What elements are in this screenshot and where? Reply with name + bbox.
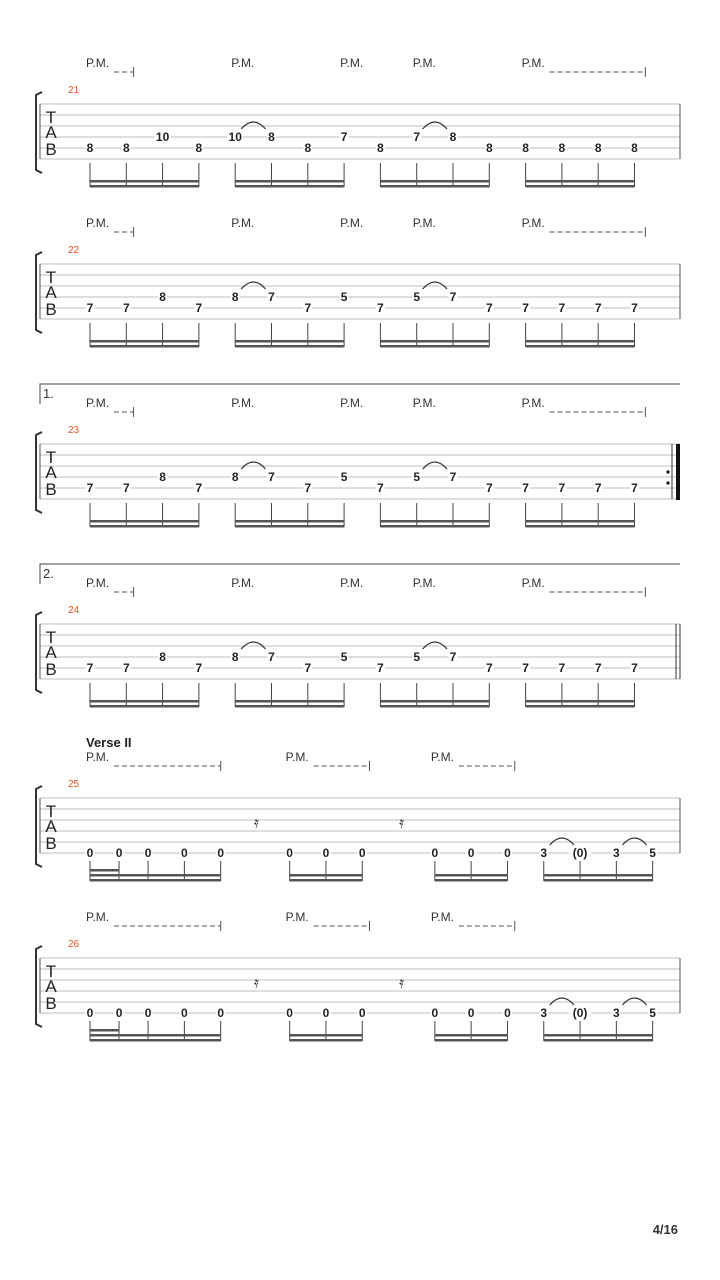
fret-number: 7: [86, 481, 94, 495]
note-beam: [526, 525, 635, 528]
palm-mute-label: P.M.: [412, 216, 436, 230]
palm-mute-label: P.M.: [521, 396, 545, 410]
note-beam: [526, 520, 635, 523]
measure-number: 24: [68, 605, 80, 616]
note-beam: [90, 180, 199, 183]
palm-mute-label: P.M.: [86, 910, 110, 924]
palm-mute-label: P.M.: [430, 910, 454, 924]
measure-number: 23: [68, 425, 80, 436]
fret-number: 0: [181, 1006, 188, 1020]
fret-number: 5: [649, 1006, 656, 1020]
tab-clef-b: B: [45, 140, 57, 159]
note-beam-extra: [90, 1029, 119, 1032]
section-label: Verse II: [86, 735, 132, 750]
note-beam: [380, 180, 489, 183]
fret-number: 0: [181, 846, 188, 860]
fret-number: 7: [268, 470, 275, 484]
fret-number: 7: [594, 481, 602, 495]
measure-number: 25: [68, 779, 80, 790]
fret-number: 7: [122, 301, 130, 315]
fret-number: 7: [449, 650, 457, 664]
note-beam: [380, 705, 489, 708]
fret-number: 0: [144, 1006, 152, 1020]
note-beam: [90, 1039, 221, 1042]
volta-label: 2.: [43, 566, 54, 581]
fret-number: 7: [340, 130, 348, 144]
tab-clef-b: B: [45, 994, 57, 1013]
palm-mute-label: P.M.: [86, 56, 110, 70]
fret-number: 8: [159, 470, 166, 484]
fret-number: 7: [522, 301, 529, 315]
note-beam: [435, 1039, 508, 1042]
note-beam-extra: [90, 869, 119, 872]
note-beam: [90, 1034, 221, 1037]
tab-clef-t: T: [45, 268, 57, 287]
fret-number: 7: [86, 301, 94, 315]
note-beam: [290, 874, 363, 877]
note-beam: [90, 340, 199, 343]
fret-number: 5: [413, 470, 421, 484]
fret-number: 8: [449, 130, 457, 144]
fret-number: 5: [340, 470, 348, 484]
fret-number: 7: [268, 290, 275, 304]
tab-clef-a: A: [45, 123, 57, 142]
tab-clef-a: A: [45, 643, 57, 662]
note-beam: [90, 879, 221, 882]
fret-number: 8: [231, 290, 239, 304]
fret-number: 7: [485, 301, 493, 315]
tab-clef-t: T: [45, 962, 57, 981]
fret-number: 8: [377, 141, 384, 155]
palm-mute-label: P.M.: [521, 576, 545, 590]
note-beam: [235, 340, 344, 343]
fret-number: 8: [594, 141, 602, 155]
tab-clef-t: T: [45, 108, 57, 127]
fret-number: 0: [358, 1006, 366, 1020]
fret-number: 8: [122, 141, 130, 155]
tab-clef-b: B: [45, 300, 57, 319]
fret-number: 0: [358, 846, 366, 860]
fret-number: 7: [304, 661, 312, 675]
fret-number: 7: [413, 130, 421, 144]
fret-number: 7: [594, 661, 602, 675]
note-beam: [290, 1034, 363, 1037]
tab-system-24: [36, 564, 680, 708]
note-beam: [90, 185, 199, 188]
fret-number: 7: [449, 290, 457, 304]
measure-number: 22: [68, 245, 80, 256]
fret-number: 5: [413, 290, 421, 304]
fret-number: 3: [540, 1006, 548, 1020]
fret-number: 3: [613, 1006, 620, 1020]
note-beam: [526, 345, 635, 348]
fret-number: 0: [504, 1006, 511, 1020]
note-beam: [90, 345, 199, 348]
fret-number: 7: [377, 481, 384, 495]
note-beam: [526, 705, 635, 708]
fret-number: 7: [631, 481, 638, 495]
fret-number: 8: [195, 141, 203, 155]
note-beam: [235, 520, 344, 523]
volta-label: 1.: [43, 386, 54, 401]
fret-number: 0: [431, 846, 439, 860]
fret-number: 0: [322, 846, 330, 860]
tab-clef-t: T: [45, 448, 57, 467]
fret-number: 7: [304, 301, 312, 315]
note-beam: [380, 525, 489, 528]
tab-clef-b: B: [45, 480, 57, 499]
repeat-dot: [666, 470, 669, 473]
note-beam: [526, 180, 635, 183]
fret-number: 7: [522, 661, 529, 675]
note-beam: [380, 700, 489, 703]
fret-number: (0): [572, 1006, 588, 1020]
palm-mute-label: P.M.: [412, 396, 436, 410]
palm-mute-label: P.M.: [340, 396, 364, 410]
fret-number: 8: [159, 650, 166, 664]
tab-system-21: [36, 56, 680, 188]
note-beam: [90, 525, 199, 528]
fret-number: 0: [286, 1006, 293, 1020]
palm-mute-label: P.M.: [231, 576, 255, 590]
note-beam: [435, 1034, 508, 1037]
measure-number: 21: [68, 85, 80, 96]
note-beam: [526, 340, 635, 343]
fret-number: 7: [195, 481, 203, 495]
fret-number: 7: [522, 481, 529, 495]
note-beam: [90, 700, 199, 703]
tab-system-22: [36, 216, 680, 348]
palm-mute-label: P.M.: [86, 216, 110, 230]
fret-number: 8: [304, 141, 312, 155]
fret-number: 0: [217, 1006, 225, 1020]
fret-number: 7: [485, 661, 493, 675]
palm-mute-label: P.M.: [340, 576, 364, 590]
fret-number: 7: [558, 481, 566, 495]
fret-number: 0: [86, 1006, 94, 1020]
fret-number: 10: [155, 130, 170, 144]
fret-number: 0: [115, 1006, 123, 1020]
repeat-dot: [666, 481, 669, 484]
palm-mute-label: P.M.: [231, 396, 255, 410]
fret-number: 8: [231, 470, 239, 484]
page-number: 4/16: [652, 1222, 678, 1237]
note-beam: [380, 340, 489, 343]
note-beam: [290, 879, 363, 882]
fret-number: (0): [572, 846, 588, 860]
fret-number: 7: [195, 661, 203, 675]
fret-number: 5: [340, 650, 348, 664]
repeat-barline-thick: [676, 444, 680, 500]
fret-number: 3: [540, 846, 548, 860]
note-beam: [90, 520, 199, 523]
fret-number: 7: [558, 301, 566, 315]
fret-number: 7: [558, 661, 566, 675]
fret-number: 8: [558, 141, 566, 155]
note-beam: [235, 525, 344, 528]
fret-number: 7: [86, 661, 94, 675]
note-beam: [235, 180, 344, 183]
note-beam: [380, 520, 489, 523]
fret-number: 7: [377, 301, 384, 315]
fret-number: 0: [431, 1006, 439, 1020]
note-beam: [544, 1039, 653, 1042]
fret-number: 7: [631, 661, 638, 675]
tab-clef-b: B: [45, 660, 57, 679]
palm-mute-label: P.M.: [285, 750, 309, 764]
fret-number: 5: [413, 650, 421, 664]
palm-mute-label: P.M.: [412, 56, 436, 70]
tab-clef-a: A: [45, 463, 57, 482]
palm-mute-label: P.M.: [231, 56, 255, 70]
fret-number: 7: [631, 301, 638, 315]
fret-number: 8: [268, 130, 275, 144]
palm-mute-label: P.M.: [521, 56, 545, 70]
fret-number: 8: [231, 650, 239, 664]
tab-clef-a: A: [45, 817, 57, 836]
fret-number: 7: [594, 301, 602, 315]
palm-mute-label: P.M.: [86, 750, 110, 764]
palm-mute-label: P.M.: [86, 576, 110, 590]
palm-mute-label: P.M.: [430, 750, 454, 764]
fret-number: 0: [86, 846, 94, 860]
note-beam: [544, 879, 653, 882]
note-beam: [544, 1034, 653, 1037]
palm-mute-label: P.M.: [231, 216, 255, 230]
palm-mute-label: P.M.: [412, 576, 436, 590]
fret-number: 7: [122, 661, 130, 675]
fret-number: 5: [649, 846, 656, 860]
note-beam: [235, 705, 344, 708]
measure-number: 26: [68, 939, 80, 950]
fret-number: 7: [304, 481, 312, 495]
fret-number: 0: [322, 1006, 330, 1020]
tab-system-26: [36, 910, 680, 1042]
palm-mute-label: P.M.: [521, 216, 545, 230]
fret-number: 0: [115, 846, 123, 860]
fret-number: 8: [159, 290, 166, 304]
note-beam: [90, 874, 221, 877]
note-beam: [526, 700, 635, 703]
fret-number: 7: [449, 470, 457, 484]
fret-number: 7: [122, 481, 130, 495]
note-beam: [290, 1039, 363, 1042]
fret-number: 8: [631, 141, 638, 155]
tab-system-25: [36, 735, 680, 882]
fret-number: 5: [340, 290, 348, 304]
fret-number: 7: [195, 301, 203, 315]
tab-clef-a: A: [45, 977, 57, 996]
palm-mute-label: P.M.: [285, 910, 309, 924]
fret-number: 0: [144, 846, 152, 860]
fret-number: 10: [228, 130, 242, 144]
fret-number: 0: [504, 846, 511, 860]
tab-system-23: [36, 384, 680, 528]
note-beam: [235, 700, 344, 703]
note-beam: [380, 345, 489, 348]
fret-number: 7: [377, 661, 384, 675]
note-beam: [235, 345, 344, 348]
sixteenth-rest-icon: 𝄿: [399, 975, 405, 992]
note-beam: [435, 879, 508, 882]
fret-number: 8: [522, 141, 529, 155]
note-beam: [380, 185, 489, 188]
fret-number: 0: [467, 1006, 475, 1020]
fret-number: 0: [217, 846, 225, 860]
fret-number: 7: [485, 481, 493, 495]
tab-clef-b: B: [45, 834, 57, 853]
tab-clef-a: A: [45, 283, 57, 302]
note-beam: [435, 874, 508, 877]
fret-number: 7: [268, 650, 275, 664]
palm-mute-label: P.M.: [340, 56, 364, 70]
note-beam: [90, 705, 199, 708]
sixteenth-rest-icon: 𝄿: [399, 815, 405, 832]
fret-number: 0: [467, 846, 475, 860]
note-beam: [526, 185, 635, 188]
sixteenth-rest-icon: 𝄿: [253, 815, 259, 832]
palm-mute-label: P.M.: [340, 216, 364, 230]
fret-number: 3: [613, 846, 620, 860]
palm-mute-label: P.M.: [86, 396, 110, 410]
fret-number: 0: [286, 846, 293, 860]
fret-number: 8: [485, 141, 493, 155]
note-beam: [235, 185, 344, 188]
tab-clef-t: T: [45, 628, 57, 647]
tab-clef-t: T: [45, 802, 57, 821]
fret-number: 8: [86, 141, 94, 155]
note-beam: [544, 874, 653, 877]
sixteenth-rest-icon: 𝄿: [253, 975, 259, 992]
